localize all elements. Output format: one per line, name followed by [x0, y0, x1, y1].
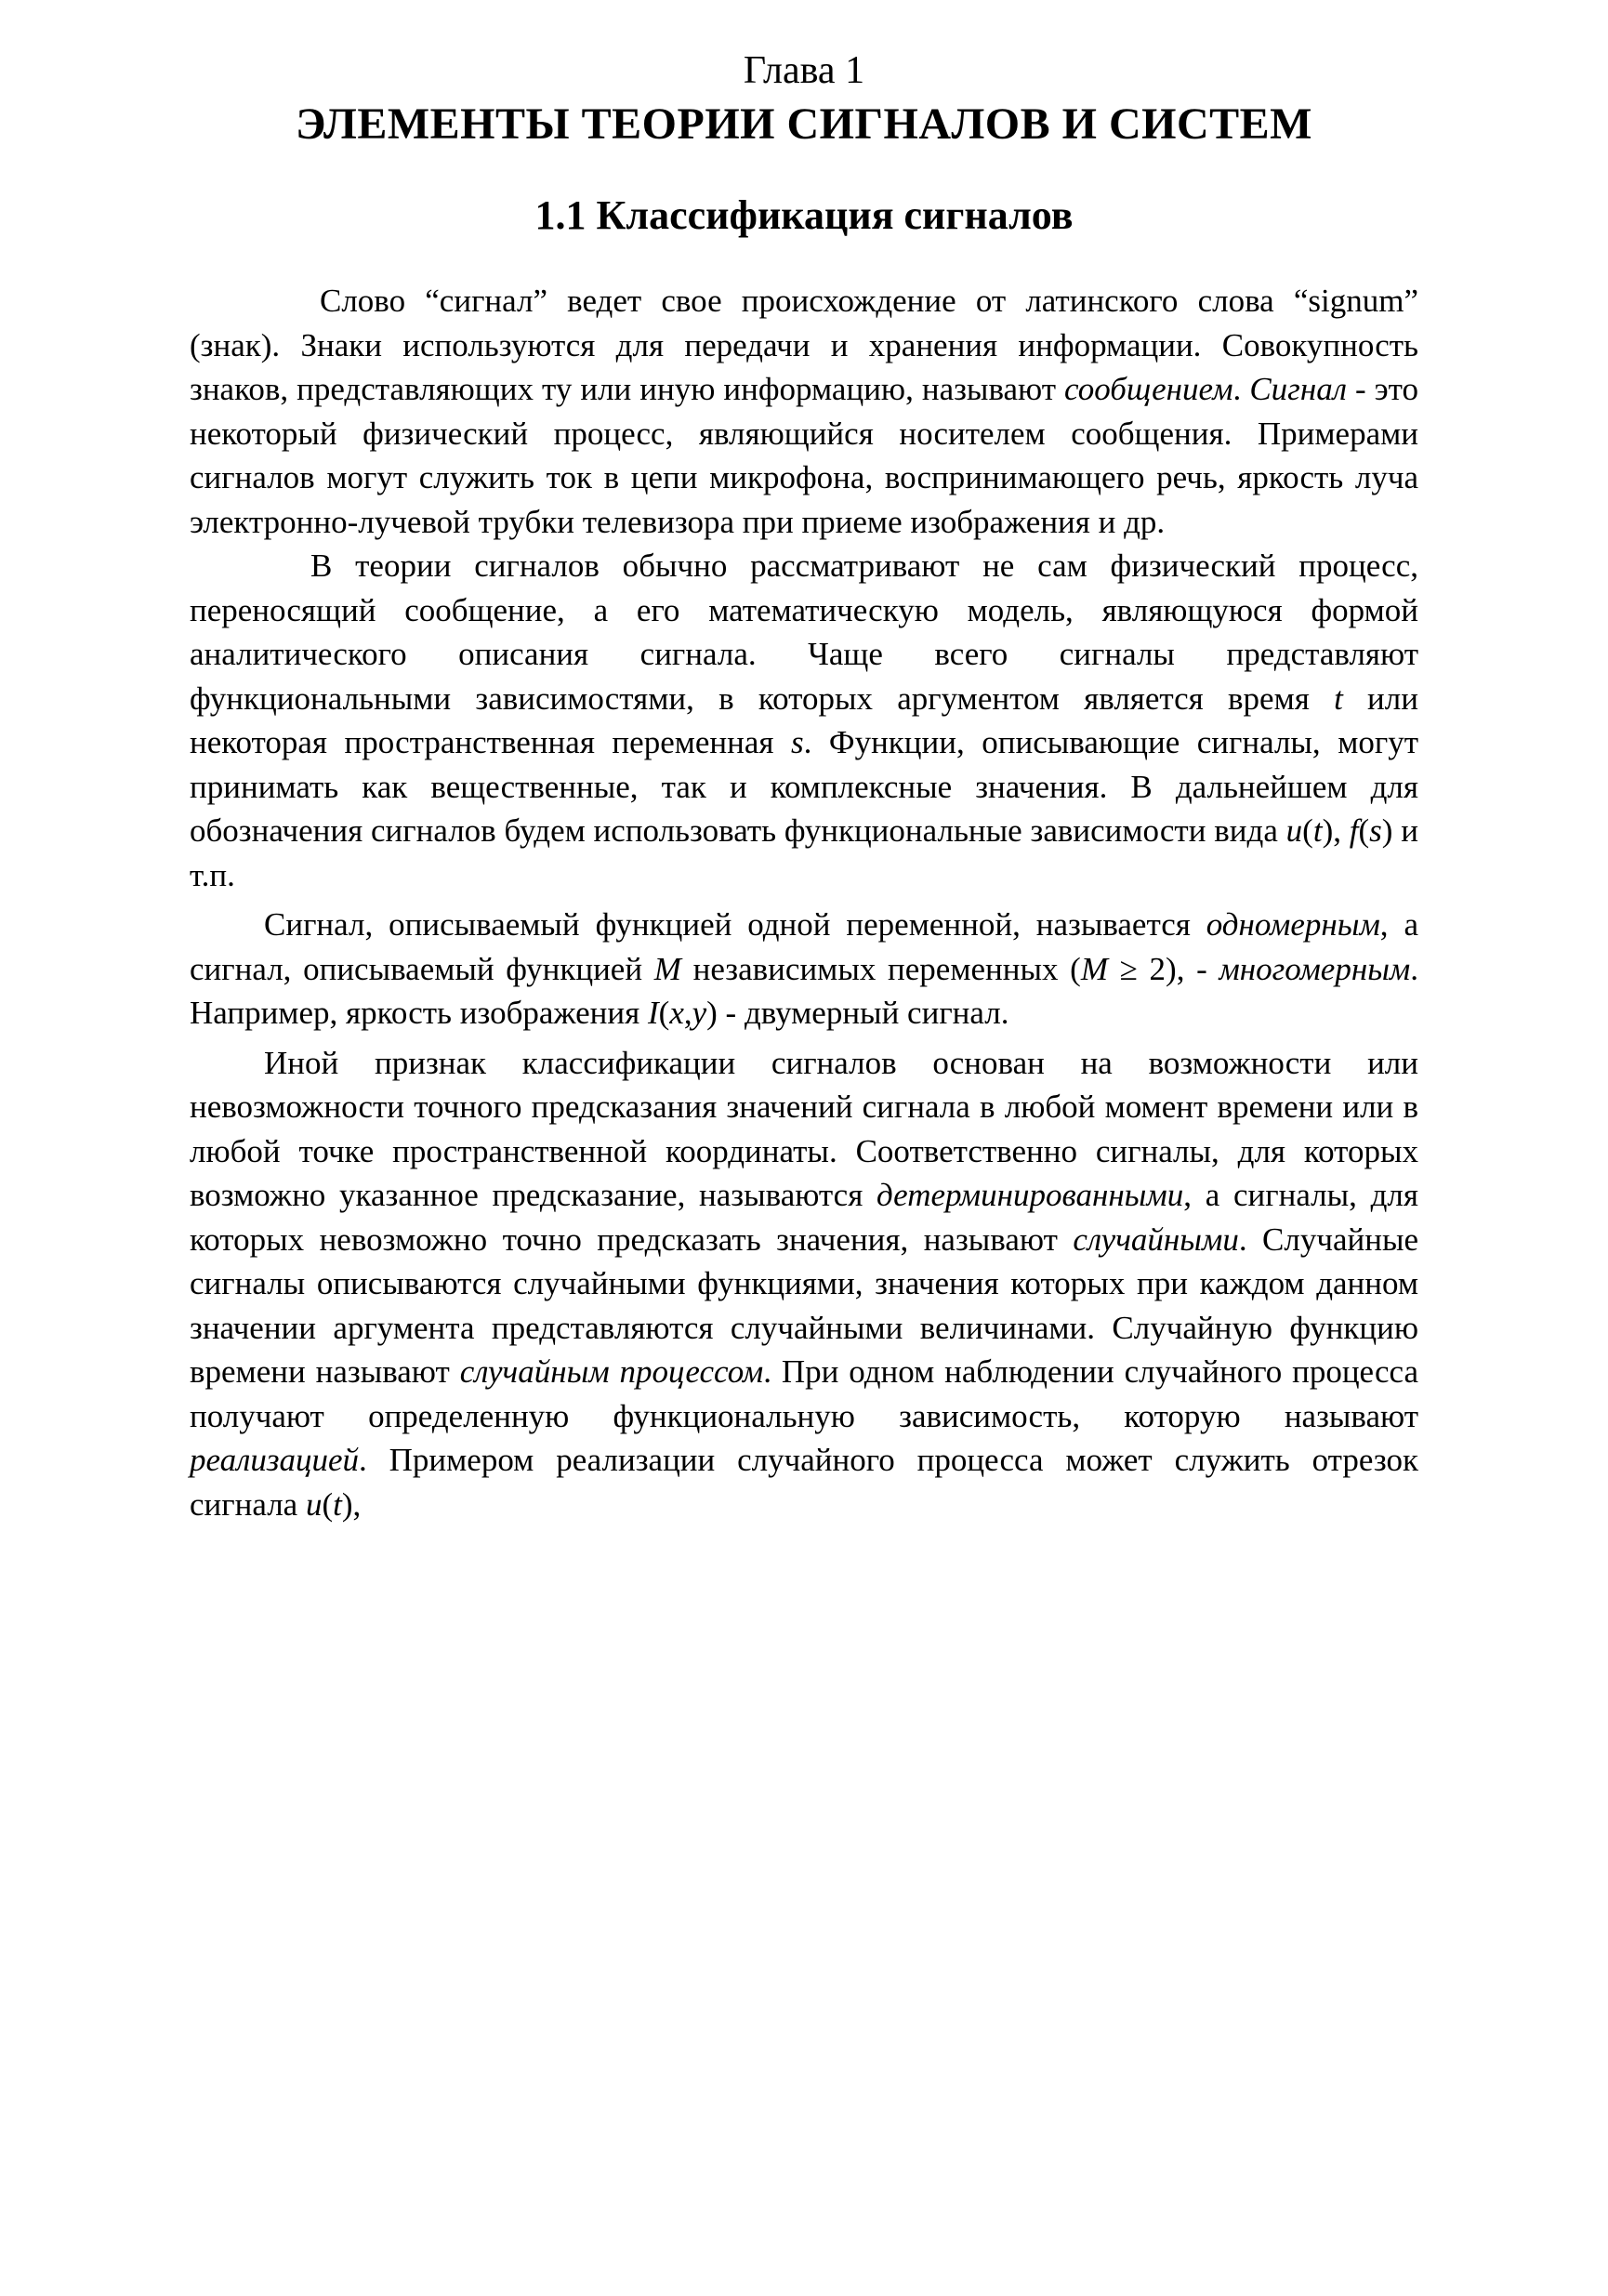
- italic-term: одномерным: [1206, 906, 1380, 943]
- body-text: [190, 279, 1418, 1526]
- italic-term: многомерным: [1219, 950, 1411, 987]
- italic-term: Сигнал: [1249, 371, 1347, 407]
- italic-term: u: [1285, 812, 1303, 849]
- text-run: независимых переменных (: [680, 950, 1081, 987]
- italic-term: случайными: [1073, 1221, 1239, 1258]
- italic-term: M: [1080, 950, 1108, 987]
- text-run: - это некоторый физический процесс, являющийся носителем сообщения. Примерами сигналов могут служить ток в цепи микрофона, воспринимающего речь, яркость луча электронно-лучевой трубки телевизора при приеме изображения и др.: [190, 371, 1418, 540]
- italic-term: детерминированными: [876, 1177, 1184, 1213]
- text-run: . При одном наблюдении случайного процесса получают определенную функциональную зависимость, которую называют: [190, 1353, 1418, 1434]
- italic-term: сообщением: [1064, 371, 1233, 407]
- italic-term: y: [692, 995, 707, 1031]
- text-run: . Например, яркость изображения: [190, 950, 1418, 1031]
- paragraph: [190, 903, 1418, 1036]
- chapter-title: ЭЛЕМЕНТЫ ТЕОРИИ СИГНАЛОВ И СИСТЕМ: [296, 99, 1312, 149]
- text-run: (: [322, 1485, 334, 1523]
- text-run: ),: [341, 1485, 362, 1523]
- paragraph: [190, 279, 1418, 544]
- text-run: , а сигнал, описываемый функцией: [190, 906, 1418, 987]
- text-run: (: [658, 995, 670, 1031]
- italic-term: f: [1349, 812, 1359, 849]
- text-run: В теории сигналов обычно рассматривают не сам физический процесс, переносящий сообщение, а его математическую модель, являющуюся формой аналитического описания сигнала. Чаще всего сигналы представляют функциональными зависимостями, в которых аргументом является время: [190, 548, 1418, 717]
- paragraph: [190, 1041, 1418, 1527]
- italic-term: t: [1334, 680, 1343, 717]
- paragraph: [190, 544, 1418, 897]
- text-run: ),: [1322, 812, 1350, 849]
- italic-term: s: [791, 724, 804, 760]
- text-run: . Примером реализации случайного процесса может служить отрезок сигнала: [190, 1442, 1418, 1523]
- italic-term: t: [1312, 812, 1323, 849]
- italic-term: s: [1369, 812, 1382, 849]
- text-run: ,: [683, 995, 692, 1031]
- text-run: (: [1302, 812, 1313, 849]
- italic-term: реализацией: [190, 1442, 360, 1478]
- text-run: или некоторая пространственная переменная: [190, 680, 1418, 760]
- chapter-label: Глава 1: [743, 49, 865, 92]
- text-run: , а сигналы, для которых невозможно точно предсказать значения, называют: [190, 1177, 1418, 1258]
- italic-term: случайным процессом: [459, 1353, 764, 1390]
- italic-term: u: [305, 1485, 323, 1523]
- section-title: 1.1 Классификация сигналов: [534, 192, 1074, 238]
- text-run: .: [1232, 371, 1250, 407]
- text-run: Сигнал, описываемый функцией одной переменной, называется: [264, 906, 1206, 943]
- italic-term: t: [333, 1485, 342, 1523]
- text-run: ≥ 2), -: [1107, 950, 1219, 987]
- italic-term: I: [648, 995, 659, 1031]
- text-run: . Функции, описывающие сигналы, могут принимать как вещественные, так и комплексные значения. В дальнейшем для обозначения сигналов будем использовать функциональные зависимости вида: [190, 724, 1418, 849]
- text-run: ) и т.п.: [190, 812, 1418, 893]
- italic-term: M: [653, 950, 681, 987]
- italic-term: x: [669, 995, 684, 1031]
- text-run: Иной признак классификации сигналов основан на возможности или невозможности точного предсказания значений сигнала в любой момент времени или в любой точке пространственной координаты. Соответственно сигналы, для которых возможно указанное предсказание, называются: [190, 1044, 1418, 1213]
- text-run: ) - двумерный сигнал.: [706, 995, 1009, 1031]
- text-run: . Случайные сигналы описываются случайными функциями, значения которых при каждом данном значении аргумента представляются случайными величинами. Случайную функцию времени называют: [190, 1221, 1418, 1390]
- text-run: Слово “сигнал” ведет свое происхождение от латинского слова “signum” (знак). Знаки используются для передачи и хранения информации. Совокупность знаков, представляющих ту или иную информацию, называют: [190, 283, 1418, 407]
- text-run: (: [1358, 812, 1370, 849]
